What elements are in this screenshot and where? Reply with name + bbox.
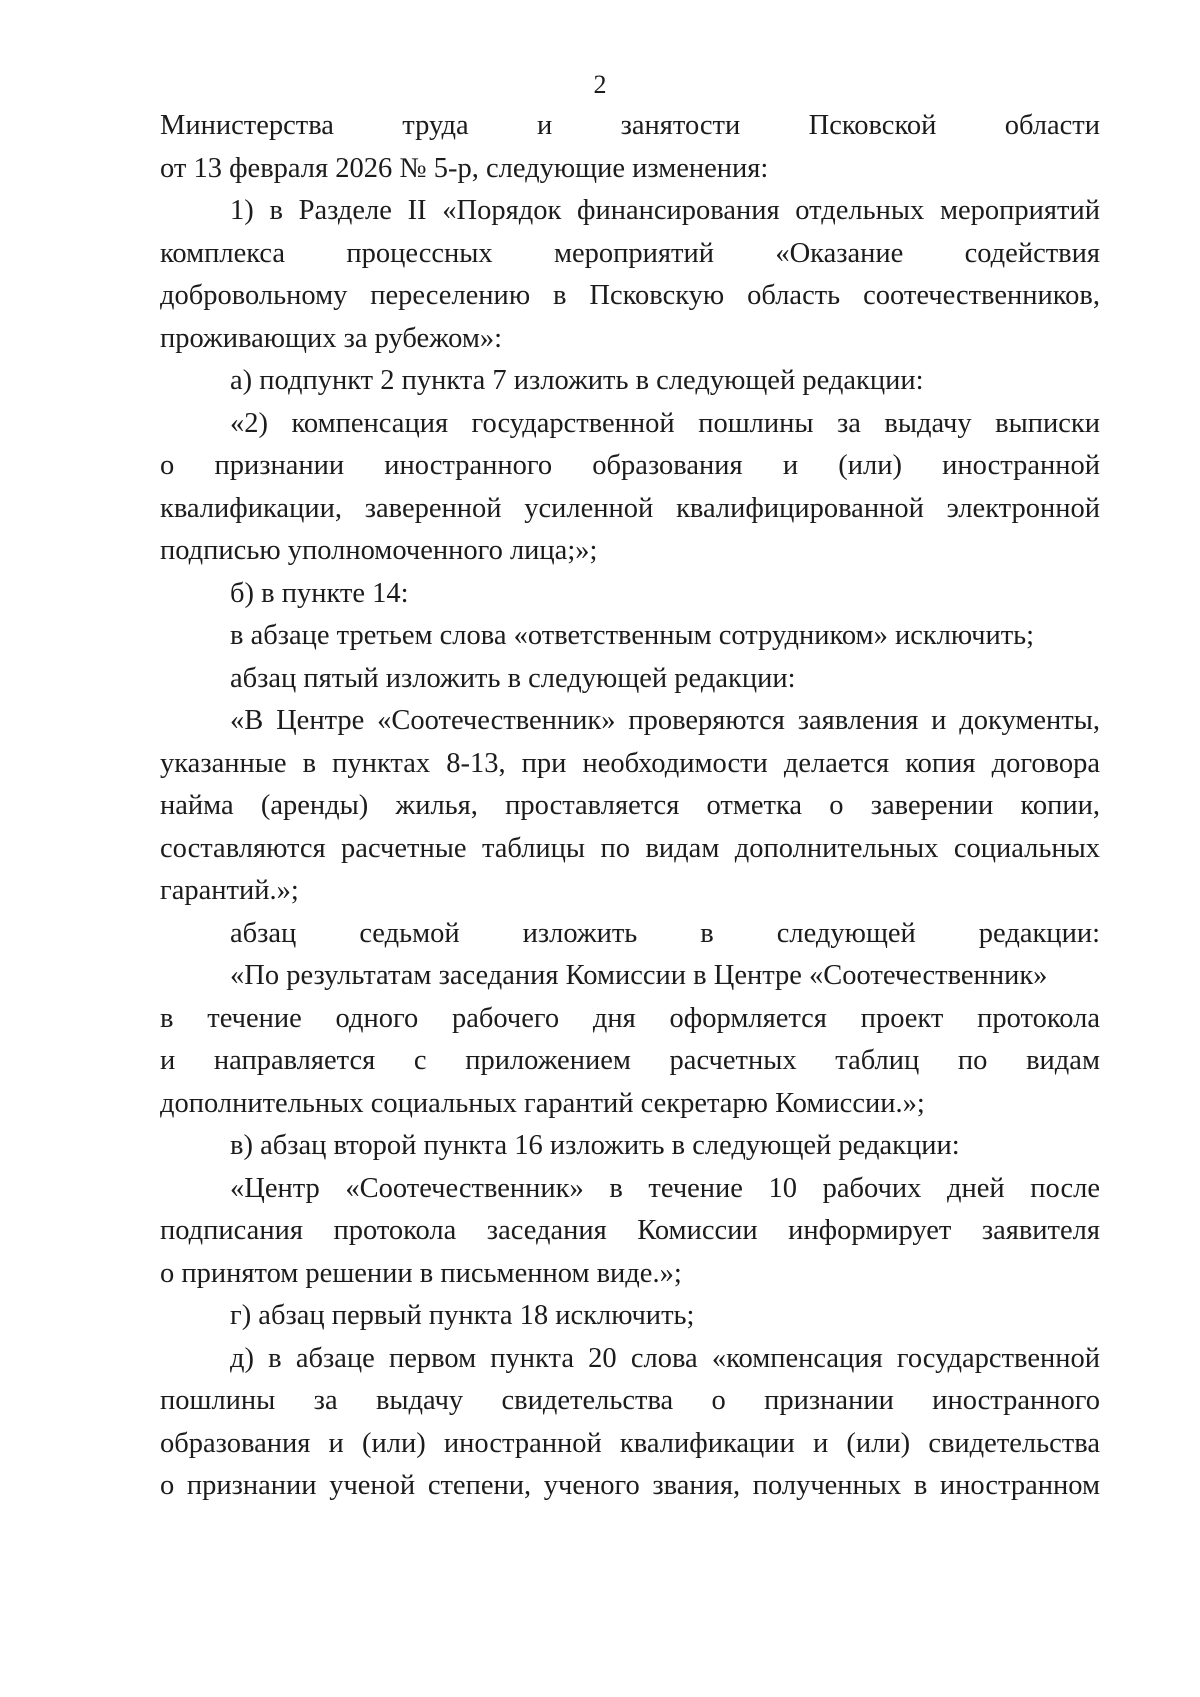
text-line: абзац седьмой изложить в следующей редакции: — [230, 917, 1100, 949]
text-line: «2) компенсация государственной пошлины за выдачу выписки — [230, 407, 1100, 439]
text-line: подписью уполномоченного лица;»; — [160, 535, 598, 566]
text-line: о принятом решении в письменном виде.»; — [160, 1257, 682, 1289]
text-line: гарантий.»; — [160, 875, 299, 906]
text-line: указанные в пунктах 8-13, при необходимости делается копия договора — [160, 747, 1100, 779]
text-line: от 13 февраля 2026 № 5-р, следующие изменения: — [160, 152, 769, 184]
text-line: найма (аренды) жилья, проставляется отметка о заверении копии, — [160, 790, 1100, 821]
text-line: дополнительных социальных гарантий секретарю Комиссии.»; — [160, 1087, 925, 1119]
text-line: 1) в Разделе II «Порядок финансирования отдельных мероприятий — [230, 195, 1100, 226]
document-body — [160, 105, 1100, 1508]
text-line: в абзаце третьем слова «ответственным сотрудником» исключить; — [230, 620, 1035, 651]
text-line: о признании иностранного образования и (или) иностранной — [160, 450, 1100, 481]
text-line: образования и (или) иностранной квалификации и (или) свидетельства — [160, 1427, 1100, 1459]
text-line: «Центр «Соотечественник» в течение 10 рабочих дней после — [230, 1172, 1100, 1204]
text-line: о признании ученой степени, ученого звания, полученных в иностранном — [160, 1470, 1100, 1501]
text-line: б) в пункте 14: — [230, 577, 409, 609]
text-line: в) абзац второй пункта 16 изложить в следующей редакции: — [230, 1130, 960, 1161]
text-line: подписания протокола заседания Комиссии информирует заявителя — [160, 1215, 1100, 1246]
text-line: в течение одного рабочего дня оформляется проект протокола — [160, 1002, 1100, 1034]
text-line: добровольному переселению в Псковскую область соотечественников, — [160, 280, 1100, 311]
text-line: пошлины за выдачу свидетельства о признании иностранного — [160, 1385, 1100, 1416]
text-line: проживающих за рубежом»: — [160, 322, 503, 354]
text-line: квалификации, заверенной усиленной квалифицированной электронной — [160, 492, 1100, 524]
text-line: а) подпункт 2 пункта 7 изложить в следующей редакции: — [230, 365, 924, 396]
text-line: «По результатам заседания Комиссии в Центре «Соотечественник» — [230, 960, 1048, 991]
text-line: д) в абзаце первом пункта 20 слова «компенсация государственной — [230, 1342, 1100, 1374]
text-line: составляются расчетные таблицы по видам дополнительных социальных — [160, 832, 1100, 864]
text-line: и направляется с приложением расчетных таблиц по видам — [160, 1045, 1100, 1076]
text-line: комплекса процессных мероприятий «Оказание содействия — [160, 237, 1100, 269]
text-line: «В Центре «Соотечественник» проверяются заявления и документы, — [230, 705, 1100, 736]
text-line: Министерства труда и занятости Псковской области — [160, 110, 1100, 141]
text-line: г) абзац первый пункта 18 исключить; — [230, 1300, 695, 1331]
page-number: 2 — [593, 70, 607, 99]
text-line: абзац пятый изложить в следующей редакции: — [230, 662, 796, 694]
